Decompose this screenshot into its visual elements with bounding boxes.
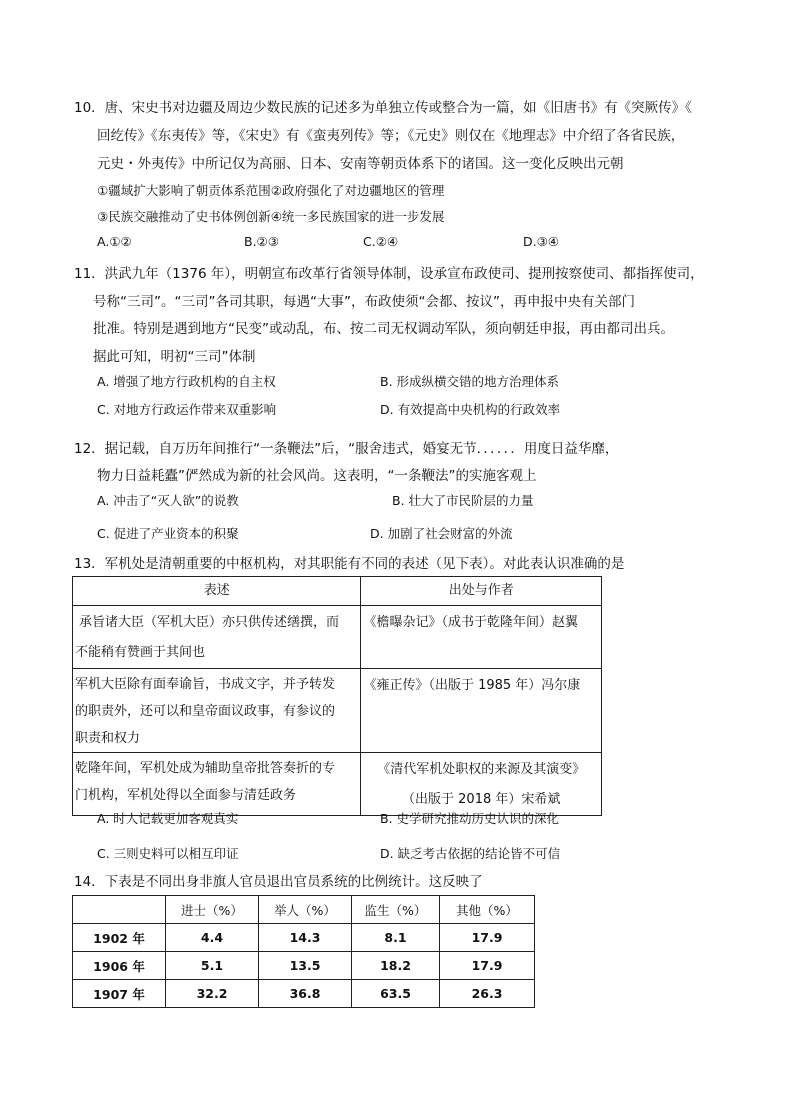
- table-header-other: 其他（%）: [440, 896, 535, 924]
- table-header-jiansheng: 监生（%）: [352, 896, 440, 924]
- question-13-option-a[interactable]: A. 时人记载更加客观真实: [97, 811, 239, 826]
- question-12-line-1: 12．据记载，自万历年间推行“一条鞭法”后，“服舍违式，婚宴无节．．．．．．用度日益华靡，: [74, 441, 619, 457]
- question-12-option-b[interactable]: B. 壮大了市民阶层的力量: [392, 493, 534, 508]
- question-10-option-d[interactable]: D.③④: [523, 234, 560, 249]
- table-cell-source: 《雍正传》（出版于 1985 年）冯尔康: [361, 669, 602, 753]
- question-13-option-c[interactable]: C. 三则史料可以相互印证: [97, 846, 239, 861]
- table-row-year: 1906 年: [73, 952, 166, 980]
- table-cell: 17.9: [440, 924, 535, 952]
- table-cell-description: 军机大臣除有面奉谕旨，书成文字，并予转发 的职责外，还可以和皇帝面议政事，有参议的 职责和权力: [73, 669, 361, 753]
- question-11-line-2: 号称“三司”。“三司”各司其职，每遇“大事”，布政使须“会都、按议”，再申报中央有关部门: [93, 294, 635, 310]
- table-row-year: 1902 年: [73, 924, 166, 952]
- question-11-option-b[interactable]: B. 形成纵横交错的地方治理体系: [380, 374, 560, 389]
- question-13-option-d[interactable]: D. 缺乏考古依据的结论皆不可信: [380, 846, 561, 861]
- table-row-year: 1907 年: [73, 980, 166, 1008]
- table-header-corner: [73, 896, 166, 924]
- question-10-option-a[interactable]: A.①②: [97, 234, 132, 249]
- table-cell: 63.5: [352, 980, 440, 1008]
- table-row: [73, 753, 602, 816]
- table-cell-source: 《清代军机处职权的来源及其演变》 （出版于 2018 年）宋希斌: [361, 753, 602, 816]
- table-row: [73, 669, 602, 753]
- question-11-line-1: 11．洪武九年（1376 年），明朝宣布改革行省领导体制，设承宣布政使司、提刑按察使司、都指挥使司，: [74, 266, 704, 282]
- question-10-line-2: 回纥传》《东夷传》等，《宋史》有《蛮夷列传》等；《元史》则仅在《地理志》中介绍了各省民族，: [97, 128, 685, 144]
- question-10-line-1: 10．唐、宋史书对边疆及周边少数民族的记述多为单独立传或整合为一篇，如《旧唐书》有《突厥传》《: [74, 100, 692, 116]
- table-header-description: 表述: [73, 577, 361, 606]
- table-cell-description: 乾隆年间，军机处成为辅助皇帝批答奏折的专 门机构，军机处得以全面参与清廷政务: [73, 753, 361, 816]
- table-header-jinshi: 进士（%）: [166, 896, 259, 924]
- table-cell: 14.3: [259, 924, 352, 952]
- question-11-option-d[interactable]: D. 有效提高中央机构的行政效率: [380, 402, 561, 417]
- question-12-option-c[interactable]: C. 促进了产业资本的积聚: [97, 526, 239, 541]
- table-row: [73, 980, 535, 1008]
- question-14-stem: 14．下表是不同出身非旗人官员退出官员系统的比例统计。这反映了: [74, 874, 483, 890]
- question-13-table: [72, 576, 602, 816]
- question-12-option-a[interactable]: A. 冲击了“灭人欲”的说教: [97, 493, 239, 508]
- question-11-option-c[interactable]: C. 对地方行政运作带来双重影响: [97, 402, 277, 417]
- question-14-table: [72, 895, 535, 1008]
- table-header-source: 出处与作者: [361, 577, 602, 606]
- question-11-line-3: 批准。特别是遇到地方“民变”或动乱，布、按二司无权调动军队，须向朝廷申报，再由都司出兵。: [93, 321, 674, 337]
- question-13-stem: 13．军机处是清朝重要的中枢机构，对其职能有不同的表述（见下表）。对此表认识准确的是: [74, 556, 625, 572]
- question-10-option-c[interactable]: C.②④: [363, 234, 399, 249]
- table-cell: 17.9: [440, 952, 535, 980]
- question-10-statement-1: ①疆域扩大影响了朝贡体系范围②政府强化了对边疆地区的管理: [97, 183, 445, 198]
- question-13-option-b[interactable]: B. 史学研究推动历史认识的深化: [380, 811, 560, 826]
- table-cell: 4.4: [166, 924, 259, 952]
- table-row: [73, 606, 602, 669]
- table-header-juren: 举人（%）: [259, 896, 352, 924]
- table-row: [73, 952, 535, 980]
- table-cell: 36.8: [259, 980, 352, 1008]
- question-10-statement-2: ③民族交融推动了史书体例创新④统一多民族国家的进一步发展: [97, 209, 445, 224]
- table-cell: 32.2: [166, 980, 259, 1008]
- table-cell: 26.3: [440, 980, 535, 1008]
- table-cell: 13.5: [259, 952, 352, 980]
- table-cell: 5.1: [166, 952, 259, 980]
- table-cell: 8.1: [352, 924, 440, 952]
- question-12-option-d[interactable]: D. 加剧了社会财富的外流: [370, 526, 513, 541]
- table-cell: 18.2: [352, 952, 440, 980]
- table-cell-source: 《檐曝杂记》（成书于乾隆年间）赵翼: [361, 606, 602, 669]
- question-11-option-a[interactable]: A. 增强了地方行政机构的自主权: [97, 374, 276, 389]
- question-12-line-2: 物力日益耗蠹”俨然成为新的社会风尚。这表明，“一条鞭法”的实施客观上: [97, 468, 537, 484]
- table-cell-description: 承旨诸大臣（军机大臣）亦只供传述缮撰，而 不能稍有赞画于其间也: [73, 606, 361, 669]
- question-10-line-3: 元史・外夷传》中所记仅为高丽、日本、安南等朝贡体系下的诸国。这一变化反映出元朝: [97, 156, 624, 172]
- question-11-line-4: 据此可知，明初“三司”体制: [93, 349, 256, 365]
- question-10-option-b[interactable]: B.②③: [244, 234, 279, 249]
- table-row: [73, 924, 535, 952]
